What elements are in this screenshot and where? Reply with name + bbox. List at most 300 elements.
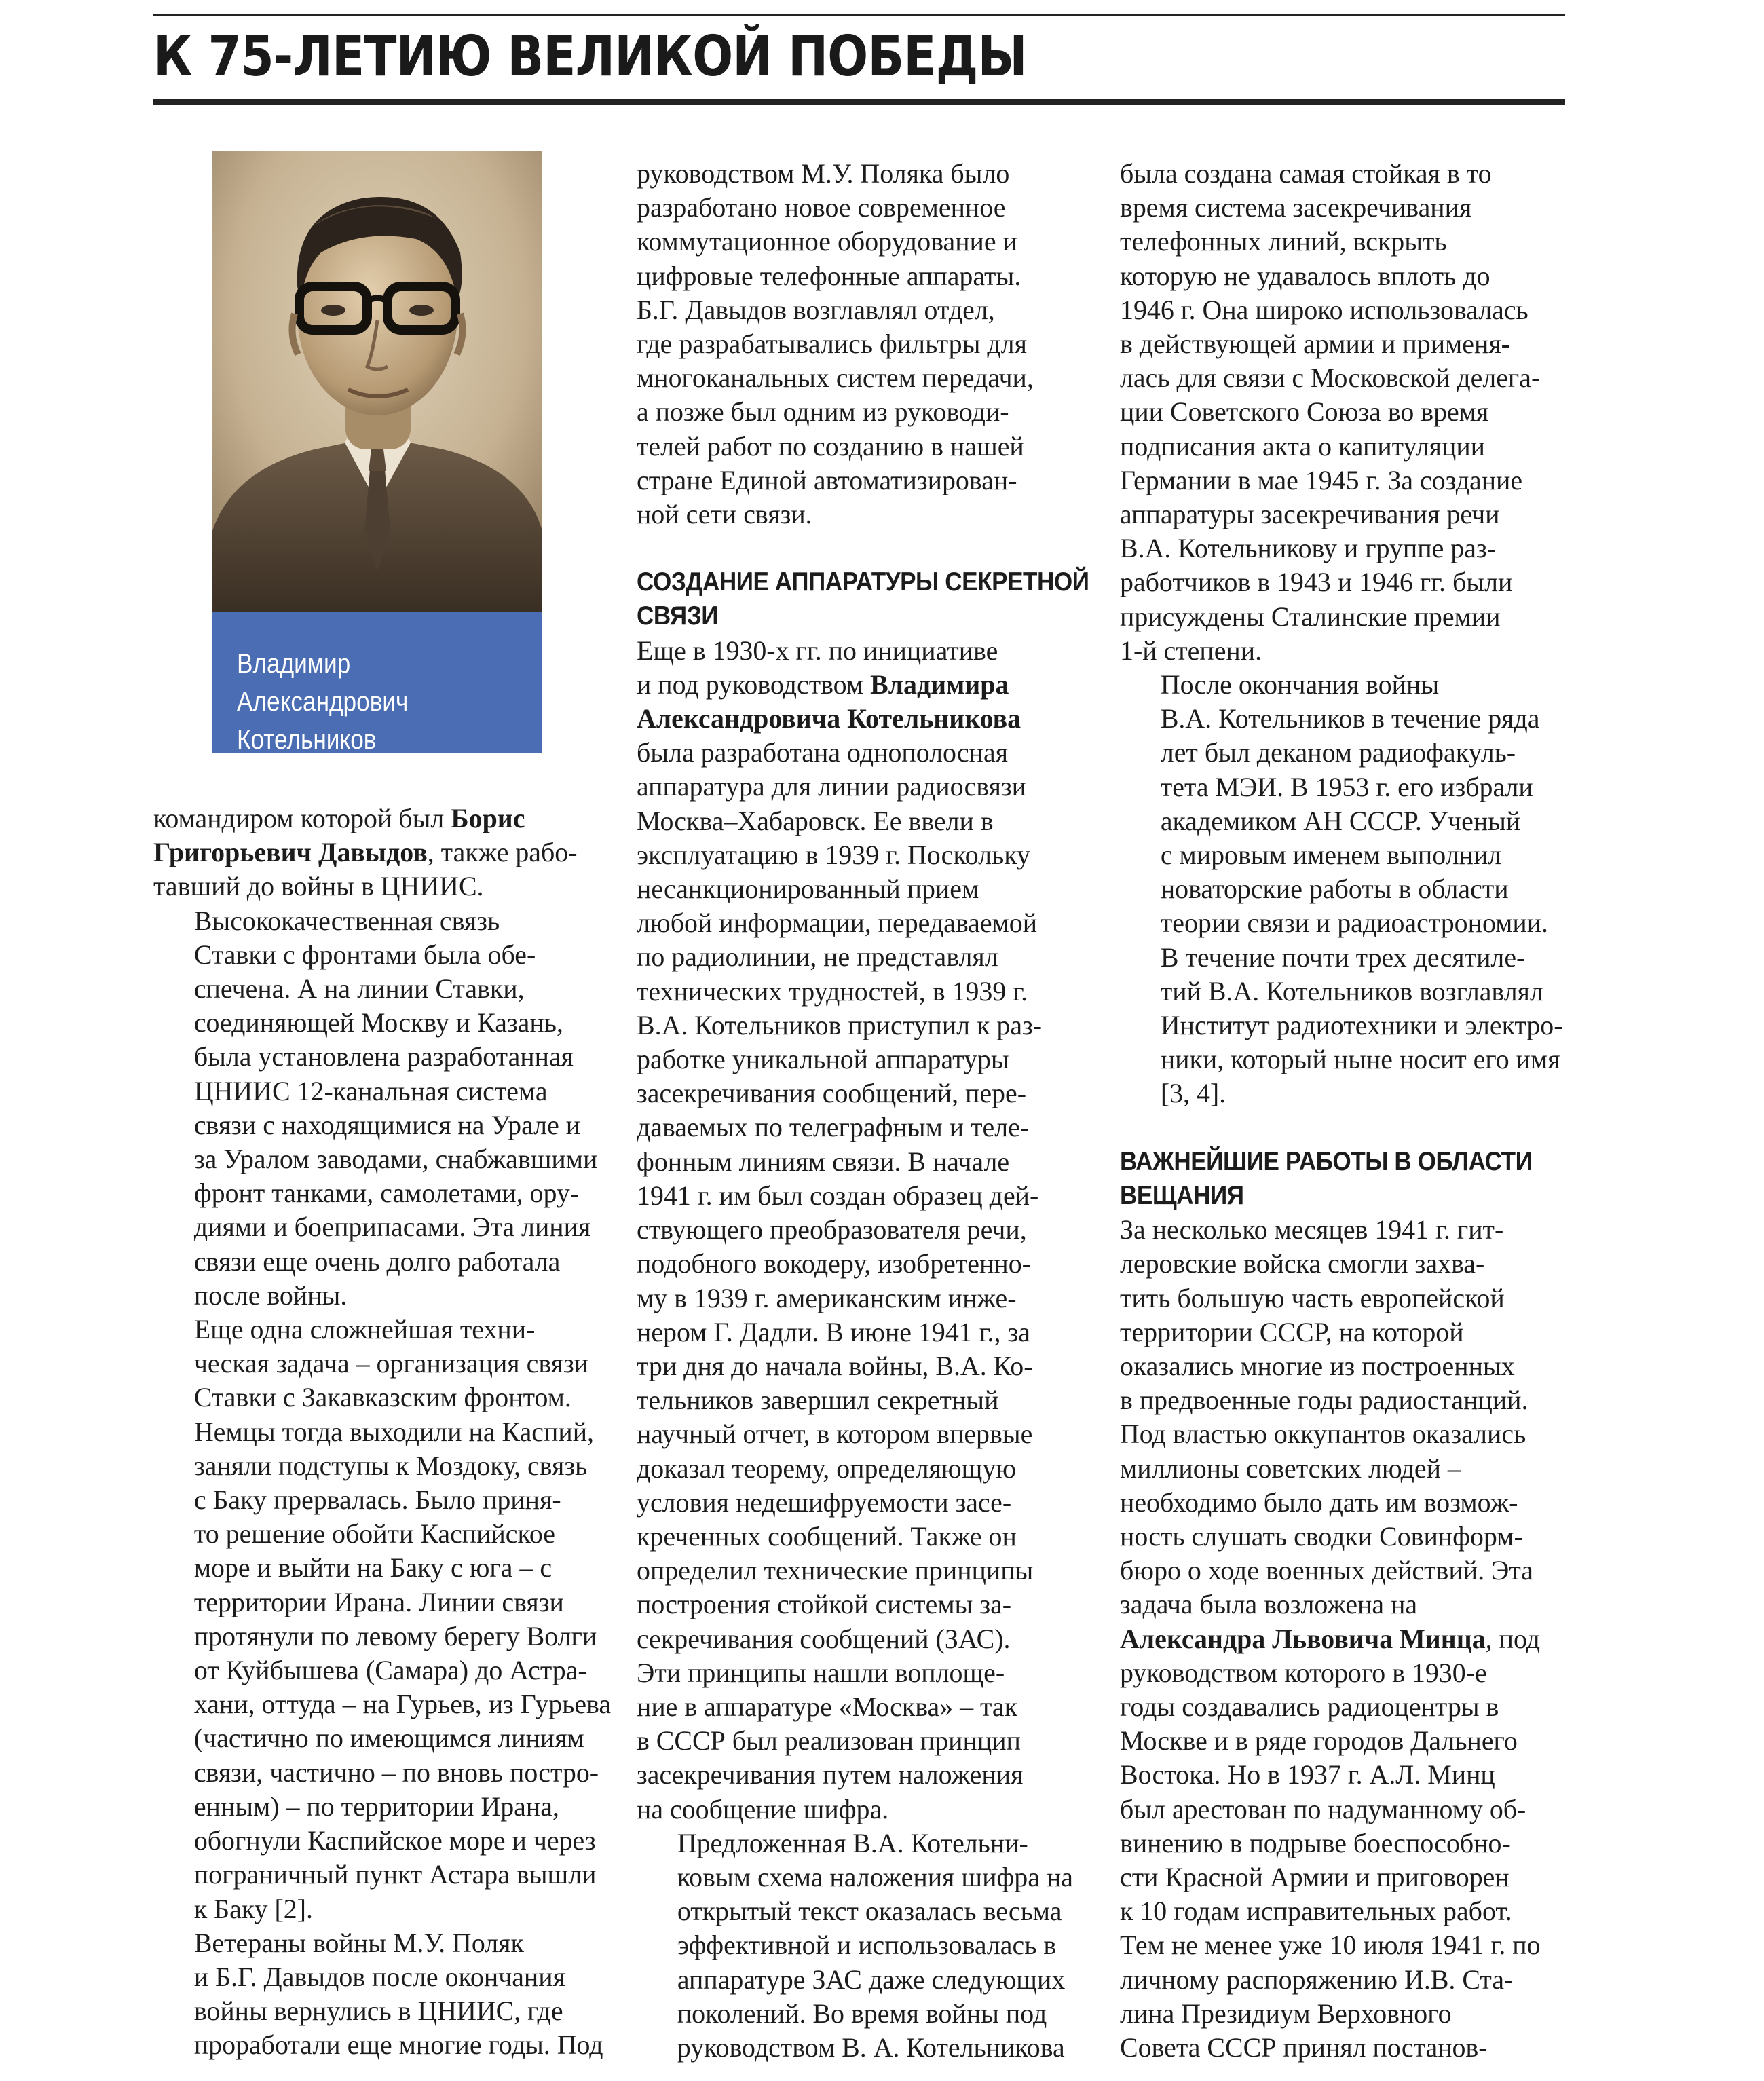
text-line (637, 1963, 1120, 1997)
text-run: за Уралом заводами, снабжавшими (193, 1144, 598, 1175)
text-line (1120, 1417, 1603, 1451)
text-line (637, 1622, 1120, 1656)
text-line (637, 906, 1120, 940)
text-run: тета МЭИ. В 1953 г. его избрали (1160, 771, 1533, 802)
text-run: коммутационное оборудование и (637, 226, 1017, 257)
text-line (153, 1551, 637, 1585)
text-run: была создана самая стойкая в то (1120, 158, 1492, 189)
paragraph (637, 1826, 1121, 2065)
text-run: к Баку [2]. (193, 1893, 313, 1924)
text-line (637, 259, 1120, 293)
text-run: За несколько месяцев 1941 г. гит- (1120, 1214, 1504, 1245)
text-line (1120, 1076, 1603, 1110)
text-run: 1-й степени. (1120, 635, 1262, 666)
paragraph (1120, 157, 1605, 668)
text-line (153, 1858, 637, 1892)
text-run: Под властью оккупантов оказались (1120, 1419, 1526, 1450)
text-run: годы создавались радиоцентры в (1120, 1691, 1499, 1722)
text-line (1120, 872, 1603, 906)
text-line (153, 1517, 637, 1551)
text-line (1120, 1793, 1603, 1826)
text-run: ной сети связи. (637, 499, 812, 530)
text-run: поколений. Во время войны под (677, 1998, 1047, 2029)
text-line (1120, 259, 1603, 293)
header-rule (153, 99, 1565, 105)
text-line (153, 1619, 637, 1653)
text-run: лась для связи с Московской делега- (1120, 362, 1541, 394)
text-run: В.А. Котельникову и группе раз- (1120, 533, 1496, 564)
text-run: работчиков в 1943 и 1946 гг. были (1120, 567, 1513, 598)
text-run: Институт радиотехники и электро- (1160, 1010, 1563, 1041)
text-run: ции Советского Союза во время (1120, 396, 1489, 428)
text-line (153, 1892, 637, 1926)
subsection-heading (1120, 1145, 1556, 1213)
text-run: ствующего преобразователя речи, (637, 1214, 1027, 1245)
text-run: Еще одна сложнейшая техни- (193, 1314, 536, 1345)
text-line (637, 498, 1120, 531)
text-run: После окончания войны (1160, 669, 1440, 700)
text-run: Еще в 1930-х гг. по инициативе (637, 635, 998, 666)
text-run: тельников завершил секретный (637, 1385, 999, 1416)
paragraph (153, 1926, 638, 2063)
text-run: на сообщение шифра. (637, 1793, 889, 1824)
text-line (637, 975, 1120, 1009)
text-run: аппаратура для линии радиосвязи (637, 771, 1027, 802)
text-run: аппаратуры засекречивания речи (1120, 499, 1500, 530)
text-line (153, 1721, 637, 1755)
text-run: теории связи и радиоастрономии. (1160, 907, 1549, 939)
text-run: условия недешифруемости засе- (637, 1486, 1012, 1518)
text-run: фронт танками, самолетами, ору- (193, 1178, 580, 1209)
text-run: Ставки с фронтами была обе- (193, 939, 536, 970)
text-line (1120, 191, 1603, 225)
text-line (637, 1349, 1120, 1383)
text-run: ческая задача – организация связи (193, 1348, 589, 1379)
text-line (1120, 1690, 1603, 1724)
text-run: три дня до начала войны, В.А. Ко- (637, 1350, 1033, 1381)
text-line (637, 1656, 1120, 1690)
text-line (1120, 531, 1603, 565)
text-line (153, 1687, 637, 1721)
text-line (637, 464, 1120, 498)
text-line (153, 1176, 637, 1210)
text-line (637, 1110, 1120, 1144)
text-run: подписания акта о капитуляции (1120, 430, 1486, 462)
text-run: и под руководством (637, 669, 871, 700)
text-run: му в 1939 г. американским инже- (637, 1282, 1017, 1313)
text-line (153, 904, 637, 938)
text-line (1120, 1997, 1603, 2031)
text-line (1120, 327, 1603, 361)
text-run: лина Президиум Верховного (1120, 1998, 1452, 2029)
text-line (153, 1381, 637, 1414)
text-line (153, 802, 637, 836)
text-line (1120, 1963, 1603, 1997)
text-line (153, 1074, 637, 1108)
section-title: К 75-ЛЕТИЮ ВЕЛИКОЙ ПОБЕДЫ (153, 24, 1027, 89)
text-line (153, 1040, 637, 1074)
text-line (1120, 838, 1603, 872)
text-line (637, 1826, 1120, 1860)
text-run: , также рабо- (427, 837, 578, 868)
text-run: ЦНИИС 12-канальная система (193, 1075, 548, 1106)
text-run: а позже был одним из руководи- (637, 396, 1009, 428)
text-run: ние в аппаратуре «Москва» – так (637, 1691, 1018, 1722)
text-line (153, 1313, 637, 1347)
text-line (1120, 1758, 1603, 1792)
text-line (153, 1210, 637, 1244)
photo-caption (237, 645, 500, 759)
text-line (1120, 498, 1603, 531)
article-column-3 (1120, 157, 1605, 2065)
text-line (637, 1690, 1120, 1724)
text-run: задача была возложена на (1120, 1589, 1418, 1620)
text-line (637, 395, 1120, 429)
text-line (637, 361, 1120, 395)
text-run: командиром которой был (153, 803, 451, 833)
text-line (637, 940, 1120, 974)
text-run: секречивания сообщений (ЗАС). (637, 1623, 1011, 1654)
paragraph (637, 634, 1121, 1826)
text-run: спечена. А на линии Ставки, (193, 973, 525, 1005)
text-run: 1946 г. Она широко использовалась (1120, 294, 1528, 325)
text-line (1120, 1281, 1603, 1315)
text-run: несанкционированный прием (637, 874, 979, 905)
text-run: руководством В. А. Котельникова (677, 2031, 1065, 2063)
text-run: к 10 годам исправительных работ. (1120, 1896, 1512, 1927)
subsection-heading-line: СОЗДАНИЕ АППАРАТУРЫ СЕКРЕТНОЙ (637, 567, 1089, 597)
text-run: то решение обойти Каспийское (193, 1518, 555, 1550)
text-run: была разработана однополосная (637, 737, 1009, 768)
text-line (153, 1926, 637, 1960)
paragraph (637, 157, 1121, 531)
text-line (153, 2028, 637, 2062)
text-line (153, 1483, 637, 1517)
text-line (637, 1145, 1120, 1179)
text-run: и Б.Г. Давыдов после окончания (193, 1961, 565, 1992)
bold-name: Борис (451, 803, 525, 833)
text-run: войны вернулись в ЦНИИС, где (193, 1995, 563, 2027)
text-run: проработали еще многие годы. Под (193, 2029, 603, 2061)
text-line (153, 1756, 637, 1790)
text-line (1120, 770, 1603, 804)
text-run: территории Ирана. Линии связи (193, 1586, 564, 1617)
subsection-heading-line: ВЕЩАНИЯ (1120, 1180, 1244, 1210)
text-run: где разрабатывались фильтры для (637, 329, 1027, 360)
text-line (637, 430, 1120, 464)
text-run: доказал теорему, определяющую (637, 1452, 1017, 1484)
text-run: засекречивания сообщений, пере- (637, 1078, 1026, 1109)
text-line (637, 293, 1120, 327)
text-run: миллионы советских людей – (1120, 1452, 1461, 1484)
text-line (1120, 2031, 1603, 2065)
text-line (153, 1586, 637, 1619)
text-run: заняли подступы к Моздоку, связь (193, 1450, 588, 1481)
text-run: лет был деканом радиофакуль- (1160, 737, 1516, 768)
text-run: тий В.А. Котельников возглавлял (1160, 975, 1543, 1007)
text-run: енным) – по территории Ирана, (193, 1791, 559, 1822)
text-line (1120, 1554, 1603, 1588)
text-line (637, 1247, 1120, 1281)
text-run: технических трудностей, в 1939 г. (637, 975, 1028, 1007)
text-line (153, 1994, 637, 2028)
bold-name: Александра Львовича Минца (1120, 1623, 1486, 1654)
text-run: с мировым именем выполнил (1160, 840, 1502, 871)
text-line (637, 804, 1120, 838)
text-line (1120, 430, 1603, 464)
text-run: [3, 4]. (1160, 1078, 1226, 1109)
text-run: море и выйти на Баку с юга – с (193, 1552, 552, 1583)
text-run: винению в подрыве боеспособно- (1120, 1827, 1511, 1858)
text-run: Немцы тогда выходили на Каспий, (193, 1416, 595, 1447)
text-run: аппаратуре ЗАС даже следующих (677, 1964, 1066, 1995)
text-line (153, 1824, 637, 1858)
text-line (637, 1417, 1120, 1451)
text-line (637, 702, 1120, 736)
text-line (153, 1279, 637, 1313)
text-line (153, 1790, 637, 1824)
text-line (1120, 668, 1603, 702)
photo-caption-line: Владимир Александрович (237, 649, 409, 717)
text-run: связи еще очень долго работала (193, 1245, 561, 1277)
text-run: Востока. Но в 1937 г. А.Л. Минц (1120, 1759, 1495, 1791)
text-run: с Баку прервалась. Было приня- (193, 1484, 561, 1516)
text-line (637, 1997, 1120, 2031)
text-run: после войны. (193, 1279, 348, 1311)
text-run: фонным линиям связи. В начале (637, 1146, 1010, 1177)
text-line (1120, 906, 1603, 940)
text-run: руководством которого в 1930-е (1120, 1657, 1487, 1688)
section-gap (637, 531, 1121, 565)
text-line (1120, 1588, 1603, 1621)
text-run: ность слушать сводки Совинформ- (1120, 1520, 1523, 1552)
text-line (637, 1076, 1120, 1110)
text-line (637, 1860, 1120, 1894)
text-line (1120, 1383, 1603, 1417)
text-line (153, 1245, 637, 1279)
text-line (637, 1383, 1120, 1417)
text-run: Высококачественная связь (193, 905, 500, 936)
text-run: Эти принципы нашли воплоще- (637, 1657, 1005, 1688)
text-run: в действующей армии и применя- (1120, 329, 1510, 360)
subsection-heading-line: ВАЖНЕЙШИЕ РАБОТЫ В ОБЛАСТИ (1120, 1146, 1533, 1176)
subsection-heading-line: СВЯЗИ (637, 601, 719, 631)
photo-caption-line: Котельников (237, 725, 377, 755)
text-line (637, 1452, 1120, 1486)
text-run: обогнули Каспийское море и через (193, 1825, 596, 1856)
text-line (1120, 1486, 1603, 1520)
text-run: Москва–Хабаровск. Ее ввели в (637, 805, 994, 836)
text-line (1120, 975, 1603, 1009)
text-run: ники, который ныне носит его имя (1160, 1044, 1560, 1075)
text-line (153, 1653, 637, 1687)
text-line (637, 770, 1120, 804)
text-run: личному распоряжению И.В. Ста- (1120, 1964, 1514, 1995)
text-line (1120, 464, 1603, 498)
text-line (1120, 1213, 1603, 1247)
text-run: 1941 г. им был создан образец дей- (637, 1180, 1039, 1211)
text-run: научный отчет, в котором впервые (637, 1419, 1033, 1450)
article-column-1 (153, 802, 638, 2063)
text-line (637, 838, 1120, 872)
text-run: разработано новое современное (637, 192, 1006, 223)
text-run: академиком АН СССР. Ученый (1160, 805, 1521, 836)
text-run: диями и боеприпасами. Эта линия (193, 1212, 591, 1243)
paragraph (1120, 1213, 1605, 2065)
text-line (637, 1179, 1120, 1213)
text-line (1120, 1656, 1603, 1690)
text-run: ковым схема наложения шифра на (677, 1861, 1073, 1892)
text-run: в предвоенные годы радиостанций. (1120, 1385, 1528, 1416)
text-run: Ветераны войны М.У. Поляк (193, 1927, 524, 1958)
text-run: Совета СССР принял постанов- (1120, 2031, 1488, 2063)
text-line (637, 157, 1120, 191)
text-run: засекречивания путем наложения (637, 1759, 1024, 1791)
text-line (1120, 1928, 1603, 1962)
paragraph (1120, 668, 1605, 1111)
text-line (637, 668, 1120, 702)
text-line (1120, 157, 1603, 191)
text-run: присуждены Сталинские премии (1120, 601, 1501, 632)
text-line (1120, 361, 1603, 395)
text-line (153, 938, 637, 972)
text-run: построения стойкой системы за- (637, 1589, 1012, 1620)
text-line (637, 736, 1120, 770)
text-run: Предложенная В.А. Котельни- (677, 1827, 1028, 1858)
text-line (1120, 634, 1603, 668)
text-line (153, 1415, 637, 1449)
paragraph (153, 1313, 638, 1926)
text-run: была установлена разработанная (193, 1041, 574, 1072)
text-line (1120, 1315, 1603, 1349)
text-line (637, 1315, 1120, 1349)
text-line (153, 1006, 637, 1040)
text-run: Москве и в ряде городов Дальнего (1120, 1725, 1518, 1757)
text-line (637, 1486, 1120, 1520)
text-line (1120, 941, 1603, 975)
text-line (637, 191, 1120, 225)
text-line (153, 1960, 637, 1994)
text-line (1120, 1826, 1603, 1860)
text-run: Германии в мае 1945 г. За создание (1120, 464, 1523, 495)
text-run: работке уникальной аппаратуры (637, 1044, 1009, 1075)
text-run: В.А. Котельников приступил к раз- (637, 1009, 1043, 1040)
text-run: стране Единой автоматизирован- (637, 464, 1017, 495)
text-run: телефонных линий, вскрыть (1120, 226, 1447, 257)
text-run: , под (1485, 1623, 1541, 1654)
text-run: связи, частично – по вновь постро- (193, 1757, 599, 1788)
text-line (637, 2031, 1120, 2065)
text-run: эксплуатацию в 1939 г. Поскольку (637, 839, 1030, 870)
text-run: телей работ по созданию в нашей (637, 430, 1024, 462)
text-run: время система засекречивания (1120, 192, 1472, 223)
text-run: хани, оттуда – на Гурьев, из Гурьева (193, 1689, 612, 1720)
text-run: В течение почти трех десятиле- (1160, 941, 1526, 973)
text-line (1120, 600, 1603, 634)
text-run: открытый текст оказалась весьма (677, 1896, 1062, 1927)
text-line (1120, 225, 1603, 259)
text-line (637, 1758, 1120, 1792)
text-line (153, 1142, 637, 1176)
text-line (1120, 1349, 1603, 1383)
text-line (637, 1043, 1120, 1076)
text-line (153, 836, 637, 869)
text-line (1120, 395, 1603, 429)
text-run: новаторские работы в области (1160, 874, 1509, 905)
bold-name: Владимира (870, 669, 1009, 700)
text-run: связи с находящимися на Урале и (193, 1109, 581, 1140)
text-run: необходимо было дать им возмож- (1120, 1486, 1518, 1518)
text-run: соединяющей Москву и Казань, (193, 1007, 563, 1038)
text-run: нером Г. Дадли. В июне 1941 г., за (637, 1316, 1030, 1347)
top-rule (153, 14, 1565, 16)
text-run: тавший до войны в ЦНИИС. (153, 871, 484, 902)
portrait-photo (212, 151, 542, 612)
bold-name: Григорьевич Давыдов (153, 837, 428, 868)
text-line (1120, 1009, 1603, 1043)
text-line (637, 1520, 1120, 1554)
text-run: (частично по имеющимся линиям (193, 1723, 584, 1754)
text-run: креченных сообщений. Также он (637, 1520, 1017, 1552)
text-run: тить большую часть европейской (1120, 1282, 1505, 1313)
text-run: многоканальных систем передачи, (637, 362, 1034, 394)
text-run: в СССР был реализован принцип (637, 1725, 1021, 1757)
text-run: подобного вокодеру, изобретенно- (637, 1248, 1031, 1279)
text-line (1120, 565, 1603, 599)
text-line (637, 1281, 1120, 1315)
paragraph (153, 904, 638, 1313)
bold-name: Александровича Котельникова (637, 703, 1021, 734)
text-line (637, 225, 1120, 259)
text-run: В.А. Котельников в течение ряда (1160, 703, 1540, 734)
text-run: Тем не менее уже 10 июля 1941 г. по (1120, 1930, 1541, 1961)
subsection-heading (637, 565, 1089, 633)
text-line (153, 1108, 637, 1142)
text-run: леровские войска смогли захва- (1120, 1248, 1485, 1279)
text-line (637, 327, 1120, 361)
text-line (637, 1793, 1120, 1826)
text-run: протянули по левому берегу Волги (193, 1620, 597, 1651)
text-run: сти Красной Армии и приговорен (1120, 1861, 1509, 1892)
portrait-block (212, 151, 542, 753)
text-line (1120, 1622, 1603, 1656)
text-run: был арестован по надуманному об- (1120, 1793, 1526, 1824)
text-run: по радиолинии, не представлял (637, 941, 998, 973)
text-line (1120, 1894, 1603, 1928)
text-line (637, 1724, 1120, 1758)
text-run: определил технические принципы (637, 1555, 1034, 1586)
text-run: Ставки с Закавказским фронтом. (193, 1382, 571, 1413)
text-run: любой информации, передаваемой (637, 907, 1038, 939)
section-gap (1120, 1111, 1605, 1145)
text-run: даваемых по телеграфным и теле- (637, 1112, 1030, 1143)
text-run: эффективной и использовалась в (677, 1930, 1057, 1961)
text-line (1120, 1452, 1603, 1486)
text-line (637, 1928, 1120, 1962)
text-line (637, 634, 1120, 668)
text-run: пограничный пункт Астара вышли (193, 1859, 597, 1890)
text-line (637, 1588, 1120, 1621)
text-line (637, 1894, 1120, 1928)
text-line (637, 1213, 1120, 1247)
photo-caption-box (212, 612, 542, 753)
text-run: оказались многие из построенных (1120, 1350, 1515, 1381)
text-line (153, 1347, 637, 1381)
text-line (153, 869, 637, 903)
text-run: от Куйбышева (Самара) до Астра- (193, 1655, 587, 1686)
text-run: Б.Г. Давыдов возглавлял отдел, (637, 294, 995, 325)
text-line (1120, 1043, 1603, 1076)
